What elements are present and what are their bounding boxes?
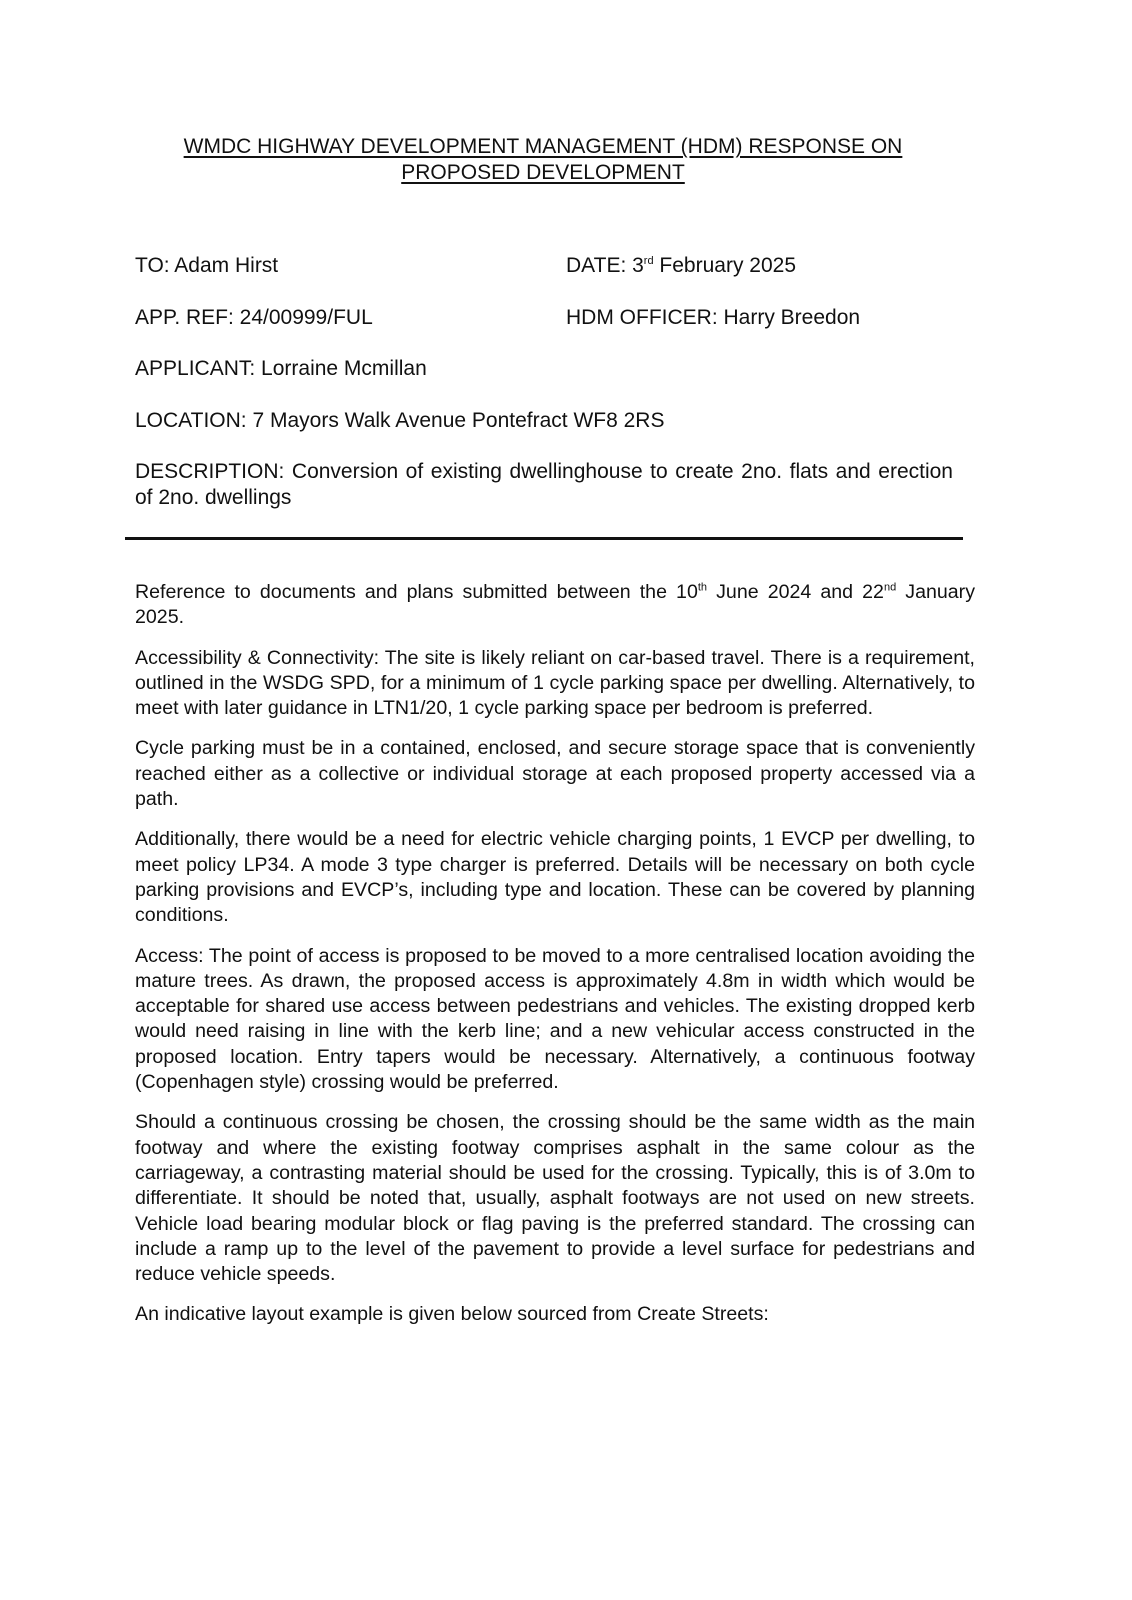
- paragraph-evcp: Additionally, there would be a need for electric vehicle charging points, 1 EVCP per dwelling, to meet policy LP34. A mode 3 type charger is preferred. Details will be necessary on both cycle parking provisions and EVCP’s, including type and location. These can be covered by planning conditions.: [135, 828, 975, 927]
- title-line-2: PROPOSED DEVELOPMENT: [401, 161, 685, 184]
- document-title: [0, 134, 1086, 186]
- hdm-officer-field: HDM OFFICER: Harry Breedon: [566, 306, 861, 329]
- paragraph-access: Access: The point of access is proposed to be moved to a more centralised location avoiding the mature trees. As drawn, the proposed access is approximately 4.8m in width which would be acceptable for shared use access between pedestrians and vehicles. The existing dropped kerb would need raising in line with the kerb line; and a new vehicular access constructed in the proposed location. Entry tapers would be necessary. Alternatively, a continuous footway (Copenhagen style) crossing would be preferred.: [135, 944, 975, 1094]
- divider: [125, 537, 963, 540]
- paragraph-continuous-crossing: Should a continuous crossing be chosen, the crossing should be the same width as the main footway and where the existing footway comprises asphalt in the same colour as the carriageway, a contrasting material should be used for the crossing. Typically, this is of 3.0m to differentiate. It should be noted that, usually, asphalt footways are not used on new streets. Vehicle load bearing modular block or flag paving is the preferred standard. The crossing can include a ramp up to the level of the pavement to provide a level surface for pedestrians and reduce vehicle speeds.: [135, 1111, 975, 1286]
- to-field: TO: Adam Hirst: [135, 254, 279, 277]
- location-field: LOCATION: 7 Mayors Walk Avenue Pontefract WF8 2RS: [135, 409, 665, 432]
- reference-text: June 2024 and 22: [707, 581, 884, 603]
- reference-paragraph: [135, 580, 975, 631]
- reference-text: January 2025.: [135, 581, 975, 629]
- paragraph-layout-example: An indicative layout example is given below sourced from Create Streets:: [135, 1303, 769, 1326]
- app-ref-field: APP. REF: 24/00999/FUL: [135, 306, 373, 329]
- date-suffix-ordinal: rd: [643, 255, 654, 267]
- ordinal: th: [697, 581, 708, 594]
- description-field: DESCRIPTION: Conversion of existing dwellinghouse to create 2no. flats and erection of 2no. dwellings: [135, 460, 953, 509]
- reference-text: Reference to documents and plans submitted between the 10: [135, 581, 698, 603]
- ordinal: nd: [883, 581, 897, 594]
- date-field: [566, 253, 796, 279]
- paragraph-accessibility: Accessibility & Connectivity: The site is likely reliant on car-based travel. There is a requirement, outlined in the WSDG SPD, for a minimum of 1 cycle parking space per dwelling. Alternatively, to meet with later guidance in LTN1/20, 1 cycle parking space per bedroom is preferred.: [135, 646, 975, 720]
- applicant-field: APPLICANT: Lorraine Mcmillan: [135, 357, 427, 380]
- paragraph-cycle-parking: Cycle parking must be in a contained, enclosed, and secure storage space that is conveniently reached either as a collective or individual storage at each proposed property accessed via a path.: [135, 737, 975, 811]
- date-prefix: DATE: 3: [566, 254, 644, 277]
- document-body: [135, 580, 975, 1343]
- title-line-1: WMDC HIGHWAY DEVELOPMENT MANAGEMENT (HDM) RESPONSE ON: [183, 135, 903, 158]
- date-rest: February 2025: [653, 254, 796, 277]
